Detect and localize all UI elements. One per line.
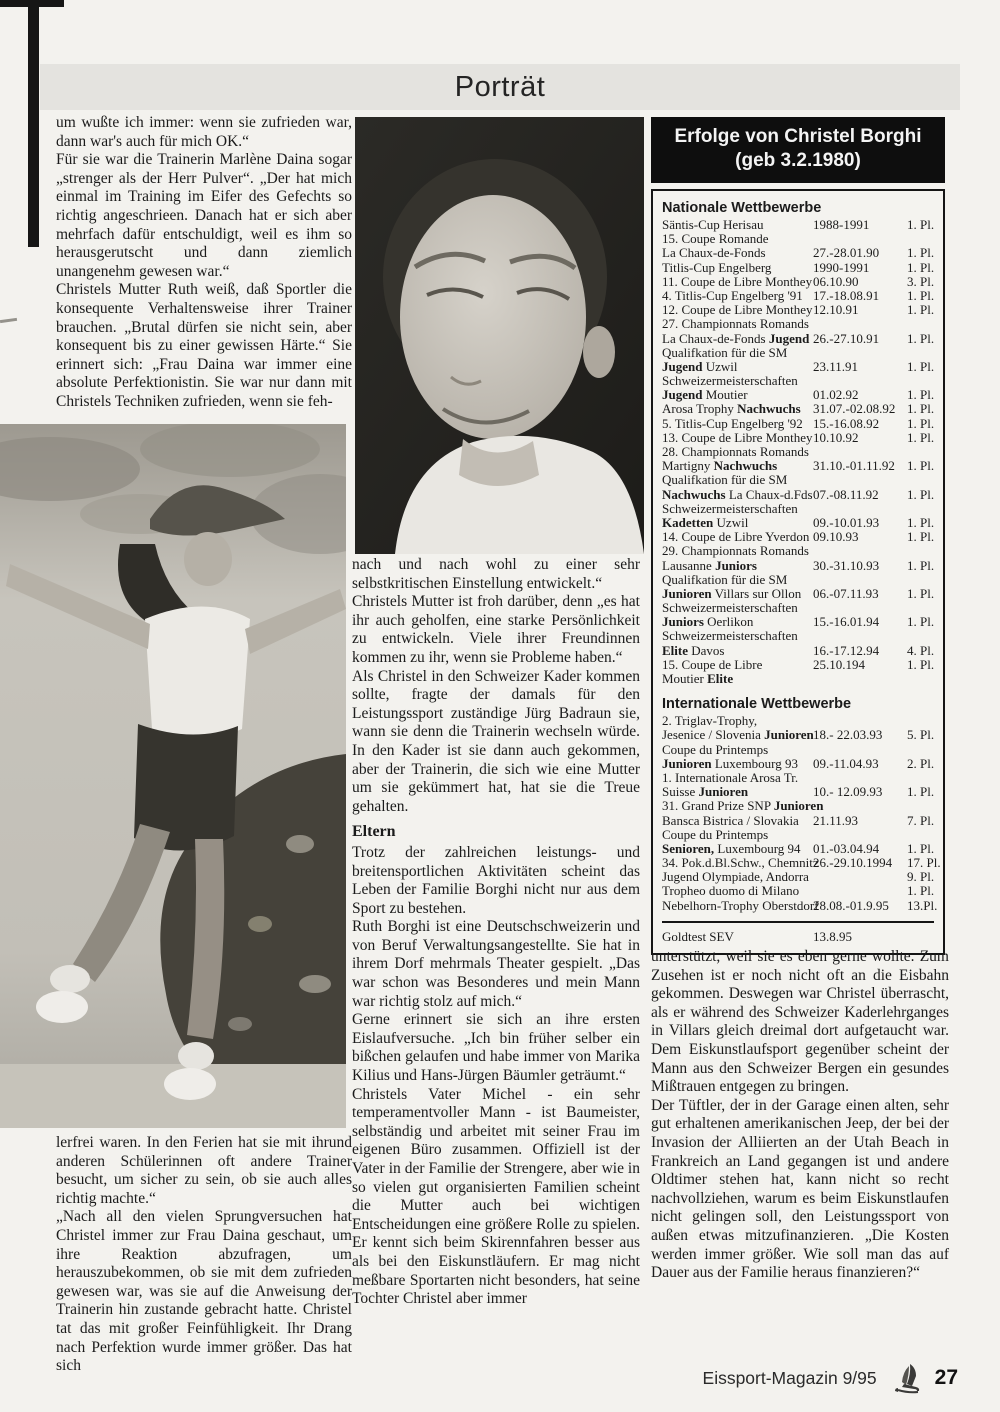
result-place: 1. Pl. — [907, 330, 935, 346]
result-place: 1. Pl. — [907, 429, 935, 445]
results-table-title — [651, 117, 945, 183]
result-row — [662, 897, 938, 913]
result-row — [662, 417, 934, 431]
result-row — [662, 658, 934, 672]
result-event: Lausanne Juniors — [662, 557, 757, 573]
result-event: Nachwuchs La Chaux-d.Fds — [662, 486, 813, 502]
result-row — [662, 644, 934, 658]
result-row — [662, 615, 934, 629]
results-title-line2: (geb 3.2.1980) — [735, 150, 861, 171]
right-shoe — [178, 1042, 214, 1070]
result-date: 09.-11.04.93 — [813, 755, 879, 771]
result-row — [662, 502, 934, 516]
result-row — [662, 346, 934, 360]
result-row — [662, 218, 934, 232]
national-rows — [662, 218, 934, 686]
result-event: 15. Coupe Romande — [662, 231, 769, 247]
result-place: 5. Pl. — [907, 727, 935, 743]
results-title-line1: Erfolge von Christel Borghi — [674, 126, 922, 147]
result-place: 1. Pl. — [907, 656, 935, 672]
page-number: 27 — [934, 1366, 958, 1389]
results-table-body — [651, 189, 945, 955]
result-event: 5. Titlis-Cup Engelberg '92 — [662, 415, 803, 431]
paragraph: Als Christel in den Schweizer Kader kommen sollte, fragte der damals für den Leistungssport zuständige Jürg Badraun sie, wann sie denn die Trainerin wechseln würde. In den Kader ist sie dann auch gekommen, aber der Trainerin, die sich wie eine Mutter um sie gekümmert hat, hat sie die Treue gehalten. — [352, 667, 640, 815]
result-row — [662, 559, 934, 573]
result-place: 1. Pl. — [907, 245, 935, 261]
article-column-2 — [352, 556, 640, 1309]
result-place: 1. Pl. — [907, 287, 935, 303]
result-event: Schweizermeisterschaften — [662, 373, 798, 389]
result-event: Jugend Uzwil — [662, 358, 738, 374]
result-row — [662, 402, 934, 416]
result-row — [662, 771, 934, 785]
portrait-photo — [355, 117, 644, 554]
result-date: 09.10.93 — [813, 529, 859, 545]
result-place: 1. Pl. — [907, 358, 935, 374]
article-column-1-bottom — [56, 1134, 352, 1376]
result-event: 14. Coupe de Libre Yverdon — [662, 529, 810, 545]
result-row — [662, 728, 934, 742]
result-date: 23.11.91 — [813, 358, 859, 374]
result-row — [662, 516, 934, 530]
winged-ice-skate-icon — [886, 1362, 926, 1394]
result-place: 1. Pl. — [907, 486, 935, 502]
result-event: Junioren Luxembourg 93 — [662, 755, 799, 771]
result-event: Jugend Olympiade, Andorra — [662, 869, 809, 885]
left-shoe — [50, 965, 90, 993]
paragraph: Gerne erinnert sie sich an ihre ersten Eislaufversuche. „Ich bin früher selber ein bißchen gelaufen und habe immer von Marika Kilius und Hans-Jürgen Bäumler geträumt.“ — [352, 1011, 640, 1085]
magazine-name: Eissport-Magazin 9/95 — [702, 1367, 877, 1388]
top-edge-scan-mark — [0, 0, 64, 7]
result-date: 01.-03.04.94 — [813, 840, 880, 856]
result-date: 15.-16.01.94 — [813, 614, 880, 630]
paragraph: Für sie war die Trainerin Marlène Daina sogar „strenger als der Herr Pulver“. „Der hat mich einmal im Training im Eifer des Gefechts so richtig angeschrieen. Danach hat er sich aber mehrfach dafür entschuldigt, weil es ihm so herausgerutscht und dann ziemlich unangenehm gewesen war.“ — [56, 151, 352, 280]
paragraph: nach und nach wohl zu einer sehr selbstkritischen Einstellung entwickelt.“ — [352, 556, 640, 592]
eltern-heading: Eltern — [352, 823, 396, 841]
result-row — [662, 587, 934, 601]
goldtest-label: Goldtest SEV — [662, 928, 734, 944]
result-event: 11. Coupe de Libre Monthey — [662, 273, 813, 289]
result-row — [662, 459, 934, 473]
result-event: Kadetten Uzwil — [662, 514, 749, 530]
paragraph: lerfrei waren. In den Ferien hat sie mit ihrund anderen Schülerinnen oft andere Trainer besucht, um sicher zu sein, ob sie auch alles richtig machte.“ — [56, 1134, 352, 1207]
col2-paragraphs-after — [352, 844, 640, 1309]
result-row — [662, 261, 934, 275]
result-place: 2. Pl. — [907, 755, 935, 771]
result-event: Arosa Trophy Nachwuchs — [662, 401, 801, 417]
result-row — [662, 544, 934, 558]
results-table — [651, 117, 945, 955]
result-place: 1. Pl. — [907, 514, 935, 530]
result-date: 06.-07.11.93 — [813, 585, 879, 601]
result-event: Coupe du Printemps — [662, 826, 769, 842]
goldtest-divider — [662, 921, 934, 923]
paragraph: Christels Mutter Ruth weiß, daß Sportler die konsequente Verhaltensweise ihrer Trainer brauchen. „Brutal dürfen sie nicht sein, aber konsequent bis zu einer gewissen Härte.“ Sie erinnert sich: „Frau Daina war immer eine absolute Perfektionistin. Sie war nur dann mit Christels Techniken zufrieden, wenn sie feh- — [56, 281, 352, 410]
result-event: Titlis-Cup Engelberg — [662, 259, 772, 275]
result-event: 4. Titlis-Cup Engelberg '91 — [662, 287, 803, 303]
result-place: 1. Pl. — [907, 883, 935, 899]
result-place: 1. Pl. — [907, 401, 935, 417]
result-event: Junioren Villars sur Ollon — [662, 585, 802, 601]
paragraph: um wußte ich immer: wenn sie zufrieden war, dann war's auch für mich OK.“ — [56, 114, 352, 150]
result-place: 17. Pl. — [907, 855, 941, 871]
result-row — [662, 445, 934, 459]
result-row — [662, 757, 934, 771]
result-row — [662, 530, 934, 544]
result-event: 31. Grand Prize SNP Junioren — [662, 798, 824, 814]
result-place: 1. Pl. — [907, 415, 935, 431]
international-section-heading: Internationale Wettbewerbe — [662, 696, 852, 713]
result-place: 1. Pl. — [907, 458, 935, 474]
section-header-band — [40, 64, 960, 110]
result-event: Schweizermeisterschaften — [662, 500, 798, 516]
result-place: 3. Pl. — [907, 273, 935, 289]
col2-paragraphs-before — [352, 556, 640, 816]
international-rows — [662, 713, 941, 913]
white-top — [145, 607, 250, 740]
result-event: Senioren, Luxembourg 94 — [662, 840, 801, 856]
paragraph: Ruth Borghi ist eine Deutschschweizerin und von Beruf Verwaltungsangestellte. Sie hat in ihrem Dorf mehrmals Theater gespielt. „Das war schon was Besonderes und mein Mann war richtig stolz auf mich.“ — [352, 918, 640, 1010]
result-event: Suisse Junioren — [662, 784, 749, 800]
result-date: 1988-1991 — [813, 217, 870, 232]
result-row — [662, 573, 934, 587]
goldtest-row — [662, 930, 934, 944]
result-row — [662, 488, 934, 502]
result-row — [662, 799, 934, 813]
result-event: 1. Internationale Arosa Tr. — [662, 769, 799, 785]
result-date: 07.-08.11.92 — [813, 486, 879, 502]
paragraph: „Nach all den vielen Sprungversuchen hat Christel immer zur Frau Daina geschaut, um ihre Reaktion abzufragen, um herauszubekommen, ob sie mit dem zufrieden gewesen war, was sie auf die Anweisung der Trainerin hin zustande gebracht hatte. Christel tat das mit großer Feinfühligkeit. Ihr Drang nach Perfektion wurde immer größer. Das hat sich — [56, 1208, 352, 1375]
result-event: 12. Coupe de Libre Monthey — [662, 302, 813, 318]
page-footer — [703, 1362, 958, 1394]
result-row — [662, 303, 934, 317]
paragraph: Christels Vater Michel - ein sehr temperamentvoller Mann - ist Baumeister, selbständig und arbeitet mit seiner Frau im eigenen Büro zusammen. Offiziell ist der Vater in der Familie der Strengere, aber wie in so vielen gut organisierten Familien scheint die Mutter auch bei wichtigen Entscheidungen eine größere Rolle zu spielen. Er kennt sich beim Skirennfahren besser aus als bei den Eiskunstläufern. Er mag nicht meßbare Sportarten nicht besonders, hat seine Tochter Christel aber immer — [352, 1085, 640, 1308]
result-event: Tropheo duomo di Milano — [662, 883, 800, 899]
result-place: 4. Pl. — [907, 642, 935, 658]
national-section-heading: Nationale Wettbewerbe — [662, 200, 822, 216]
result-event: 28. Championnats Romands — [662, 444, 809, 459]
result-row — [662, 828, 934, 842]
result-row — [662, 246, 934, 260]
result-row — [662, 360, 934, 374]
result-date: 18.- 22.03.93 — [813, 727, 883, 743]
paragraph: Trotz der zahlreichen leistungs- und breitensportlichen Aktivitäten scheint das Leben der Familie Borghi nicht nur aus dem Sport zu bestehen. — [352, 843, 640, 917]
result-event: 15. Coupe de Libre — [662, 656, 763, 672]
result-place: 1. Pl. — [907, 259, 935, 275]
result-row — [662, 317, 934, 331]
result-date: 21.11.93 — [813, 812, 859, 828]
result-row — [662, 814, 934, 828]
result-place: 1. Pl. — [907, 302, 935, 318]
result-event: 34. Pok.d.Bl.Schw., Chemnitz — [662, 855, 819, 871]
result-row — [662, 388, 934, 402]
margin-pen-mark — [0, 318, 17, 323]
result-row — [662, 473, 934, 487]
article-column-3 — [651, 948, 949, 1283]
result-date: 10.10.92 — [813, 429, 859, 445]
result-event: Schweizermeisterschaften — [662, 628, 798, 644]
result-event: 27. Championnats Romands — [662, 316, 809, 332]
paragraph: Der Tüftler, der in der Garage einen alten, sehr gut erhaltenen amerikanischen Jeep, der bei der Invasion der Alliierten an der Utah Beach in Frankreich an Land gegangen ist und andere Oldtimer stehen hat, kann nicht so recht nachvollziehen, warum es beim Eiskunstlaufen nicht gelingen soll, den Leistungssport von außen etwas mitzufinanzieren. „Die Kosten werden immer größer. Wie soll man das auf Dauer aus der Familie heraus finanzieren?“ — [651, 1096, 949, 1282]
result-event: Martigny Nachwuchs — [662, 458, 778, 474]
paragraph: unterstützt, weil sie es eben gerne wollte. Zum Zusehen ist er noch nicht oft an die Eisbahn gekommen. Deswegen war Christel überrascht, als er während des Schweizer Kaderlehrganges in Villars gleich dreimal dort aufgetaucht war. Dem Eiskunstlaufsport gegenüber scheint der Mann aus den Schweizer Bergen ein gesundes Mißtrauen entgegen zu bringen. — [651, 948, 949, 1096]
result-place: 1. Pl. — [907, 585, 935, 601]
result-row — [662, 629, 934, 643]
result-place: 1. Pl. — [907, 840, 935, 856]
result-event: Qualifkation für die SM — [662, 344, 788, 360]
result-row — [662, 374, 934, 388]
result-event: La Chaux-de-Fonds — [662, 245, 766, 261]
result-event: Qualifkation für die SM — [662, 571, 788, 587]
result-row — [662, 785, 934, 799]
result-date: 10.- 12.09.93 — [813, 784, 883, 800]
result-event: La Chaux-de-Fonds Jugend — [662, 330, 810, 346]
result-row — [662, 601, 934, 615]
face — [184, 532, 232, 586]
result-date: 31.10.-01.11.92 — [813, 458, 895, 474]
outdoor-photo — [0, 424, 346, 1128]
result-event: Jesenice / Slovenia Junioren — [662, 727, 814, 743]
result-date: 26.-29.10.1994 — [813, 855, 893, 871]
left-edge-scan-strip — [28, 0, 39, 247]
result-event: Moutier Elite — [662, 671, 734, 686]
result-place: 1. Pl. — [907, 387, 935, 403]
result-place: 1. Pl. — [907, 529, 935, 545]
result-event: Juniors Oerlikon — [662, 614, 754, 630]
result-place: 7. Pl. — [907, 812, 935, 828]
result-place: 13.Pl. — [907, 897, 938, 913]
result-place: 1. Pl. — [907, 784, 935, 800]
result-place: 1. Pl. — [907, 614, 935, 630]
result-event: Qualifkation für die SM — [662, 472, 788, 488]
result-event: Bansca Bistrica / Slovakia — [662, 812, 799, 828]
result-event: Säntis-Cup Herisau — [662, 217, 764, 232]
result-date: 26.-27.10.91 — [813, 330, 880, 346]
article-column-1-top — [56, 114, 352, 412]
result-date: 1990-1991 — [813, 259, 870, 275]
result-row — [662, 884, 934, 898]
result-event: 29. Championnats Romands — [662, 543, 809, 559]
result-row — [662, 431, 934, 445]
result-date: 15.-16.08.92 — [813, 415, 880, 431]
page-title: Porträt — [454, 70, 546, 103]
result-date: 30.-31.10.93 — [813, 557, 880, 573]
result-date: 16.-17.12.94 — [813, 642, 880, 658]
result-date: 28.08.-01.9.95 — [813, 897, 889, 913]
result-date: 25.10.194 — [813, 656, 865, 672]
result-event: Elite Davos — [662, 642, 725, 658]
result-place: 9. Pl. — [907, 869, 935, 885]
result-row — [662, 842, 934, 856]
result-date: 31.07.-02.08.92 — [813, 401, 896, 417]
result-date: 27.-28.01.90 — [813, 245, 880, 261]
result-event: Nebelhorn-Trophy Oberstdorf — [662, 897, 819, 913]
paragraph: Christels Mutter ist froh darüber, denn „es hat ihr auch geholfen, eine starke Persönlichkeit zu entwickeln. Viele ihrer Freundinnen kommen zu ihr, wenn sie Probleme haben.“ — [352, 593, 640, 666]
result-event: Coupe du Printemps — [662, 741, 769, 757]
goldtest-date: 13.8.95 — [813, 928, 852, 944]
result-date: 06.10.90 — [813, 273, 859, 289]
result-row — [662, 672, 934, 686]
result-row — [662, 289, 934, 303]
result-date: 12.10.91 — [813, 302, 859, 318]
result-row — [662, 275, 934, 289]
result-date: 01.02.92 — [813, 387, 859, 403]
result-event: 2. Triglav-Trophy, — [662, 713, 758, 729]
result-place: 1. Pl. — [907, 557, 935, 573]
result-event: 13. Coupe de Libre Monthey — [662, 429, 813, 445]
result-row — [662, 743, 934, 757]
result-row — [662, 332, 934, 346]
result-event: Schweizermeisterschaften — [662, 600, 798, 616]
result-date: 09.-10.01.93 — [813, 514, 880, 530]
result-row — [662, 855, 941, 871]
result-place: 1. Pl. — [907, 217, 935, 232]
result-row — [662, 232, 934, 246]
result-row — [662, 714, 934, 728]
result-event: Jugend Moutier — [662, 387, 748, 403]
result-row — [662, 870, 934, 884]
result-date: 17.-18.08.91 — [813, 287, 880, 303]
